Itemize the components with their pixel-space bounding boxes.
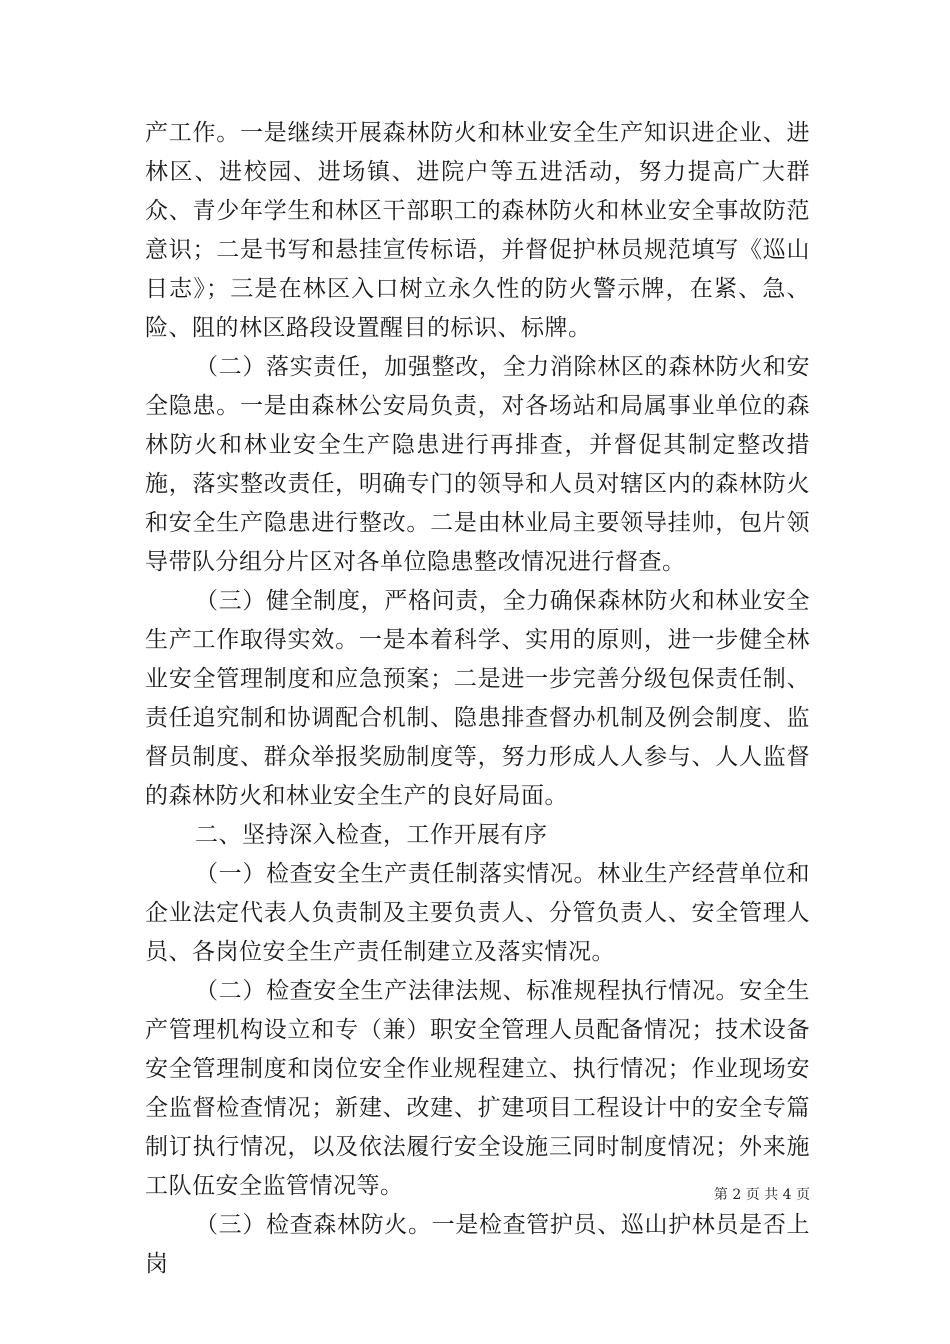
paragraph-1: 产工作。一是继续开展森林防火和林业安全生产知识进企业、进林区、进校园、进场镇、进院户等五进活动，努力提高广大群众、青少年学生和林区干部职工的森林防火和林业安全事故防范意识；二是书写和悬挂宣传标语，并督促护林员规范填写《巡山日志》；三是在林区入口树立永久性的防火警示牌，在紧、急、险、阻的林区路段设置醒目的标识、标牌。 — [145, 120, 810, 341]
paragraph-2: （二）落实责任，加强整改，全力消除林区的森林防火和安全隐患。一是由森林公安局负责，对各场站和局属事业单位的森林防火和林业安全生产隐患进行再排查，并督促其制定整改措施，落实整改责任，明确专门的领导和人员对辖区内的森林防火和安全生产隐患进行整改。二是由林业局主要领导挂帅，包片领导带队分组分片区对各单位隐患整改情况进行督查。 — [145, 354, 810, 575]
paragraph-6: （二）检查安全生产法律法规、标准规程执行情况。安全生产管理机构设立和专（兼）职安全管理人员配备情况；技术设备安全管理制度和岗位安全作业规程建立、执行情况；作业现场安全监督检查情况；新建、改建、扩建项目工程设计中的安全专篇制订执行情况，以及依法履行安全设施三同时制度情况；外来施工队伍安全监管情况等。 — [145, 978, 810, 1199]
page-number: 第 2 页 共 4 页 — [713, 1187, 810, 1203]
paragraph-7: （三）检查森林防火。一是检查管护员、巡山护林员是否上岗 — [145, 1212, 810, 1277]
paragraph-5: （一）检查安全生产责任制落实情况。林业生产经营单位和企业法定代表人负责制及主要负责人、分管负责人、安全管理人员、各岗位安全生产责任制建立及落实情况。 — [145, 861, 810, 965]
section-heading: 二、坚持深入检查，工作开展有序 — [195, 822, 548, 848]
document-body — [145, 114, 810, 1284]
paragraph-3: （三）健全制度，严格问责，全力确保森林防火和林业安全生产工作取得实效。一是本着科学、实用的原则，进一步健全林业安全管理制度和应急预案；二是进一步完善分级包保责任制、责任追究制和协调配合机制、隐患排查督办机制及例会制度、监督员制度、群众举报奖励制度等，努力形成人人参与、人人监督的森林防火和林业安全生产的良好局面。 — [145, 588, 810, 809]
